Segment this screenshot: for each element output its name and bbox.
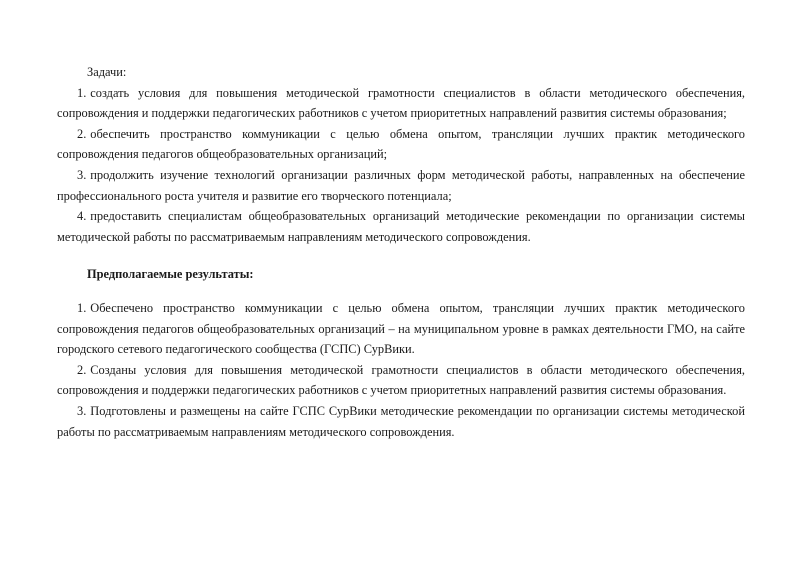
result-number: 2. (77, 362, 87, 377)
tasks-heading: Задачи: (87, 65, 127, 79)
result-item-2 (57, 360, 745, 401)
document-body (57, 62, 745, 442)
result-number: 1. (77, 300, 87, 315)
task-item-1 (57, 83, 745, 124)
results-heading: Предполагаемые результаты: (87, 267, 254, 282)
task-text: предоставить специалистам общеобразовательных организаций методические рекомендации по организации системы методической работы по рассматриваемым направлениям методического сопровождения. (57, 209, 745, 244)
task-text: обеспечить пространство коммуникации с целью обмена опытом, трансляции лучших практик методического сопровождения педагогов общеобразовательных организаций; (57, 126, 745, 162)
task-number: 1. (77, 85, 87, 100)
task-number: 4. (77, 209, 87, 224)
task-number: 3. (77, 167, 87, 182)
task-item-3 (57, 165, 745, 206)
result-number: 3. (77, 403, 87, 418)
task-item-2 (57, 124, 745, 165)
result-text: Обеспечено пространство коммуникации с целью обмена опытом, трансляции лучших практик методического сопровождения педагогов общеобразовательных организаций – на муниципальном уровне в рамках деятельности ГМО, на сайте городского сетевого педагогического сообщества (ГСПС) СурВики. (57, 300, 745, 357)
result-item-3 (57, 401, 745, 442)
task-number: 2. (77, 126, 87, 141)
result-item-1 (57, 298, 745, 360)
result-text: Созданы условия для повышения методической грамотности специалистов в области методического обеспечения, сопровождения и поддержки педагогических работников с учетом приоритетных направлений развития системы образования. (57, 362, 745, 398)
task-text: создать условия для повышения методической грамотности специалистов в области методического обеспечения, сопровождения и поддержки педагогических работников с учетом приоритетных направлений развития системы образования; (57, 85, 745, 121)
task-item-4 (57, 206, 745, 247)
task-text: продолжить изучение технологий организации различных форм методической работы, направленных на обеспечение профессионального роста учителя и развитие его творческого потенциала; (57, 167, 745, 203)
result-text: Подготовлены и размещены на сайте ГСПС СурВики методические рекомендации по организации системы методической работы по рассматриваемым направлениям методического сопровождения. (57, 403, 745, 439)
